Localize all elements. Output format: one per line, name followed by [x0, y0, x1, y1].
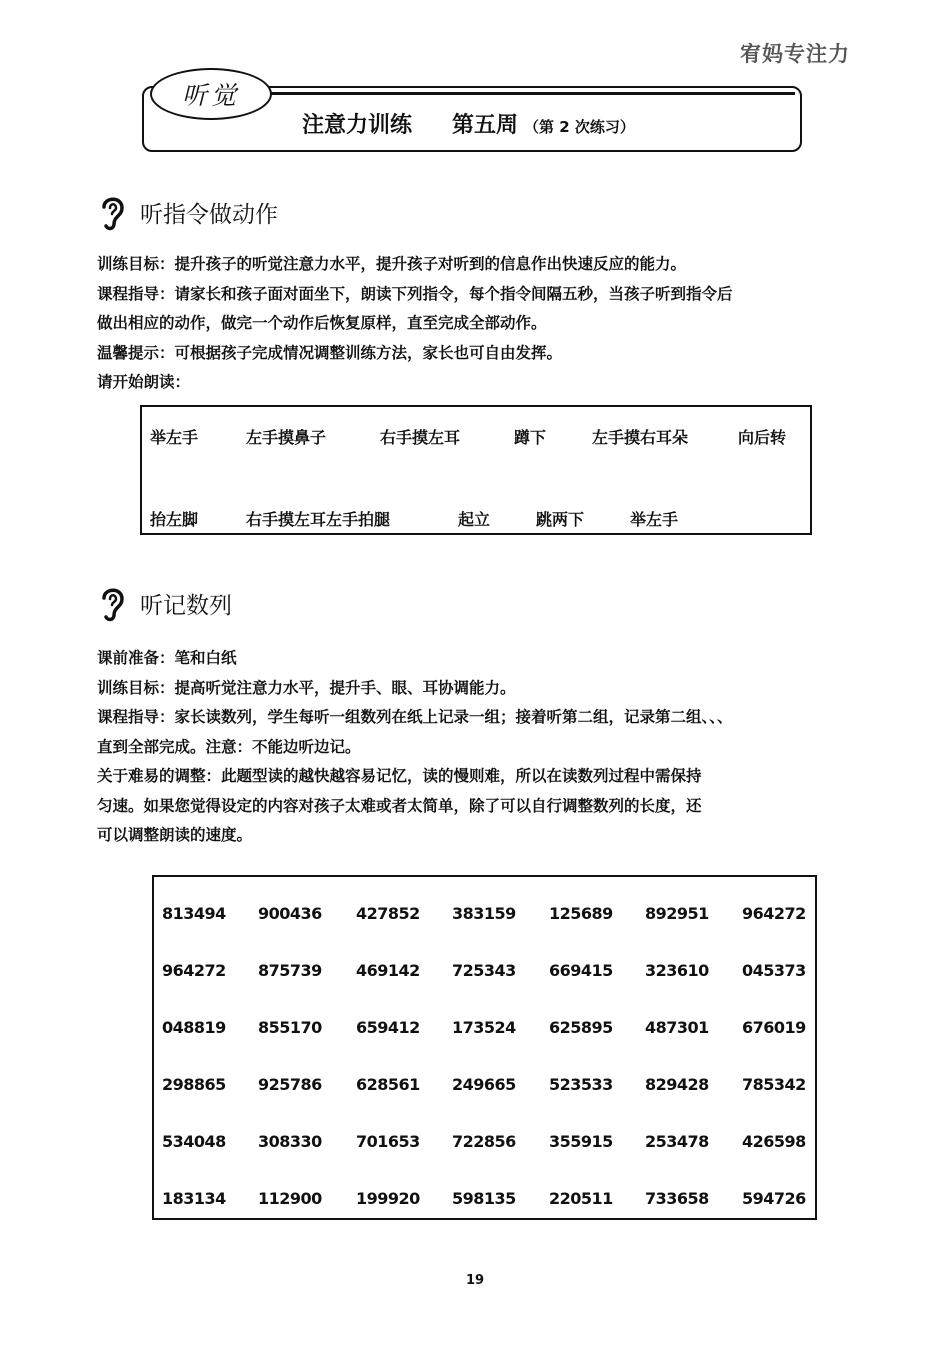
number-cell: 323610 [645, 961, 709, 980]
number-cell: 426598 [742, 1132, 806, 1151]
brand-title: 宥妈专注力 [740, 42, 850, 66]
number-cell: 249665 [452, 1075, 516, 1094]
instruction-line: 关于难易的调整：此题型读的越快越容易记忆，读的慢则难，所以在读数列过程中需保持 [97, 767, 702, 785]
number-grid [152, 875, 817, 1220]
number-cell: 427852 [356, 904, 420, 923]
number-cell: 523533 [549, 1075, 613, 1094]
banner-divider [255, 92, 795, 95]
command-item: 蹲下 [514, 428, 547, 447]
command-item: 抬左脚 [150, 510, 199, 529]
number-cell: 487301 [645, 1018, 709, 1037]
page-number: 19 [465, 1273, 485, 1288]
number-cell: 625895 [549, 1018, 613, 1037]
week-text: 第五周 [452, 113, 519, 138]
section2-title: 听记数列 [140, 592, 232, 619]
number-cell: 199920 [356, 1189, 420, 1208]
ear-icon [96, 192, 128, 232]
number-cell: 669415 [549, 961, 613, 980]
number-cell: 469142 [356, 961, 420, 980]
banner-tag: 听觉 [150, 68, 272, 120]
section1-heading [96, 192, 278, 232]
number-cell: 112900 [258, 1189, 322, 1208]
command-item: 起立 [458, 510, 491, 529]
number-cell: 725343 [452, 961, 516, 980]
instruction-line: 训练目标：提升孩子的听觉注意力水平，提升孩子对听到的信息作出快速反应的能力。 [97, 255, 687, 273]
number-cell: 925786 [258, 1075, 322, 1094]
command-item: 向后转 [738, 428, 787, 447]
number-cell: 308330 [258, 1132, 322, 1151]
instruction-line: 课程指导：请家长和孩子面对面坐下，朗读下列指令，每个指令间隔五秒，当孩子听到指令后 [97, 284, 733, 303]
command-item: 左手摸鼻子 [246, 428, 327, 447]
number-cell: 892951 [645, 904, 709, 923]
instruction-line: 课前准备：笔和白纸 [97, 649, 237, 667]
command-item: 举左手 [150, 428, 199, 447]
number-cell: 701653 [356, 1132, 420, 1151]
section2-instructions [97, 644, 857, 851]
command-box [140, 405, 812, 535]
number-cell: 813494 [162, 904, 226, 923]
number-cell: 659412 [356, 1018, 420, 1037]
command-item: 举左手 [630, 510, 679, 529]
instruction-line: 请开始朗读： [97, 373, 191, 391]
instruction-line: 匀速。如果您觉得设定的内容对孩子太难或者太简单，除了可以自行调整数列的长度，还 [97, 796, 702, 815]
number-cell: 534048 [162, 1132, 226, 1151]
number-cell: 829428 [645, 1075, 709, 1094]
number-cell: 855170 [258, 1018, 322, 1037]
instruction-line: 温馨提示：可根据孩子完成情况调整训练方法，家长也可自由发挥。 [97, 343, 563, 362]
number-cell: 964272 [742, 904, 806, 923]
number-cell: 173524 [452, 1018, 516, 1037]
subtitle-text: （第 2 次练习） [524, 118, 635, 136]
command-item: 右手摸左耳 [380, 428, 461, 447]
number-cell: 598135 [452, 1189, 516, 1208]
command-item: 左手摸右耳朵 [592, 428, 689, 447]
number-cell: 785342 [742, 1075, 806, 1094]
number-cell: 253478 [645, 1132, 709, 1151]
number-cell: 964272 [162, 961, 226, 980]
number-cell: 676019 [742, 1018, 806, 1037]
section1-title: 听指令做动作 [140, 201, 278, 228]
instruction-line: 直到全部完成。注意：不能边听边记。 [97, 737, 361, 756]
number-cell: 125689 [549, 904, 613, 923]
instruction-line: 可以调整朗读的速度。 [97, 826, 253, 844]
page-title [302, 108, 635, 139]
instruction-line: 训练目标：提高听觉注意力水平，提升手、眼、耳协调能力。 [97, 678, 516, 697]
number-cell: 048819 [162, 1018, 226, 1037]
number-cell: 045373 [742, 961, 806, 980]
number-cell: 733658 [645, 1189, 709, 1208]
number-cell: 183134 [162, 1189, 226, 1208]
command-item: 跳两下 [536, 510, 585, 529]
title-text: 注意力训练 [302, 113, 413, 138]
number-cell: 594726 [742, 1189, 806, 1208]
section1-instructions [97, 250, 857, 398]
number-cell: 628561 [356, 1075, 420, 1094]
number-cell: 383159 [452, 904, 516, 923]
ear-icon [96, 583, 128, 623]
number-cell: 220511 [549, 1189, 613, 1208]
section2-heading [96, 583, 232, 623]
number-cell: 875739 [258, 961, 322, 980]
number-cell: 722856 [452, 1132, 516, 1151]
instruction-line: 课程指导：家长读数列，学生每听一组数列在纸上记录一组；接着听第二组，记录第二组、、、 [97, 708, 733, 726]
number-cell: 900436 [258, 904, 322, 923]
instruction-line: 做出相应的动作，做完一个动作后恢复原样，直至完成全部动作。 [97, 314, 547, 332]
command-item: 右手摸左耳左手拍腿 [246, 510, 391, 529]
number-cell: 355915 [549, 1132, 613, 1151]
number-cell: 298865 [162, 1075, 226, 1094]
